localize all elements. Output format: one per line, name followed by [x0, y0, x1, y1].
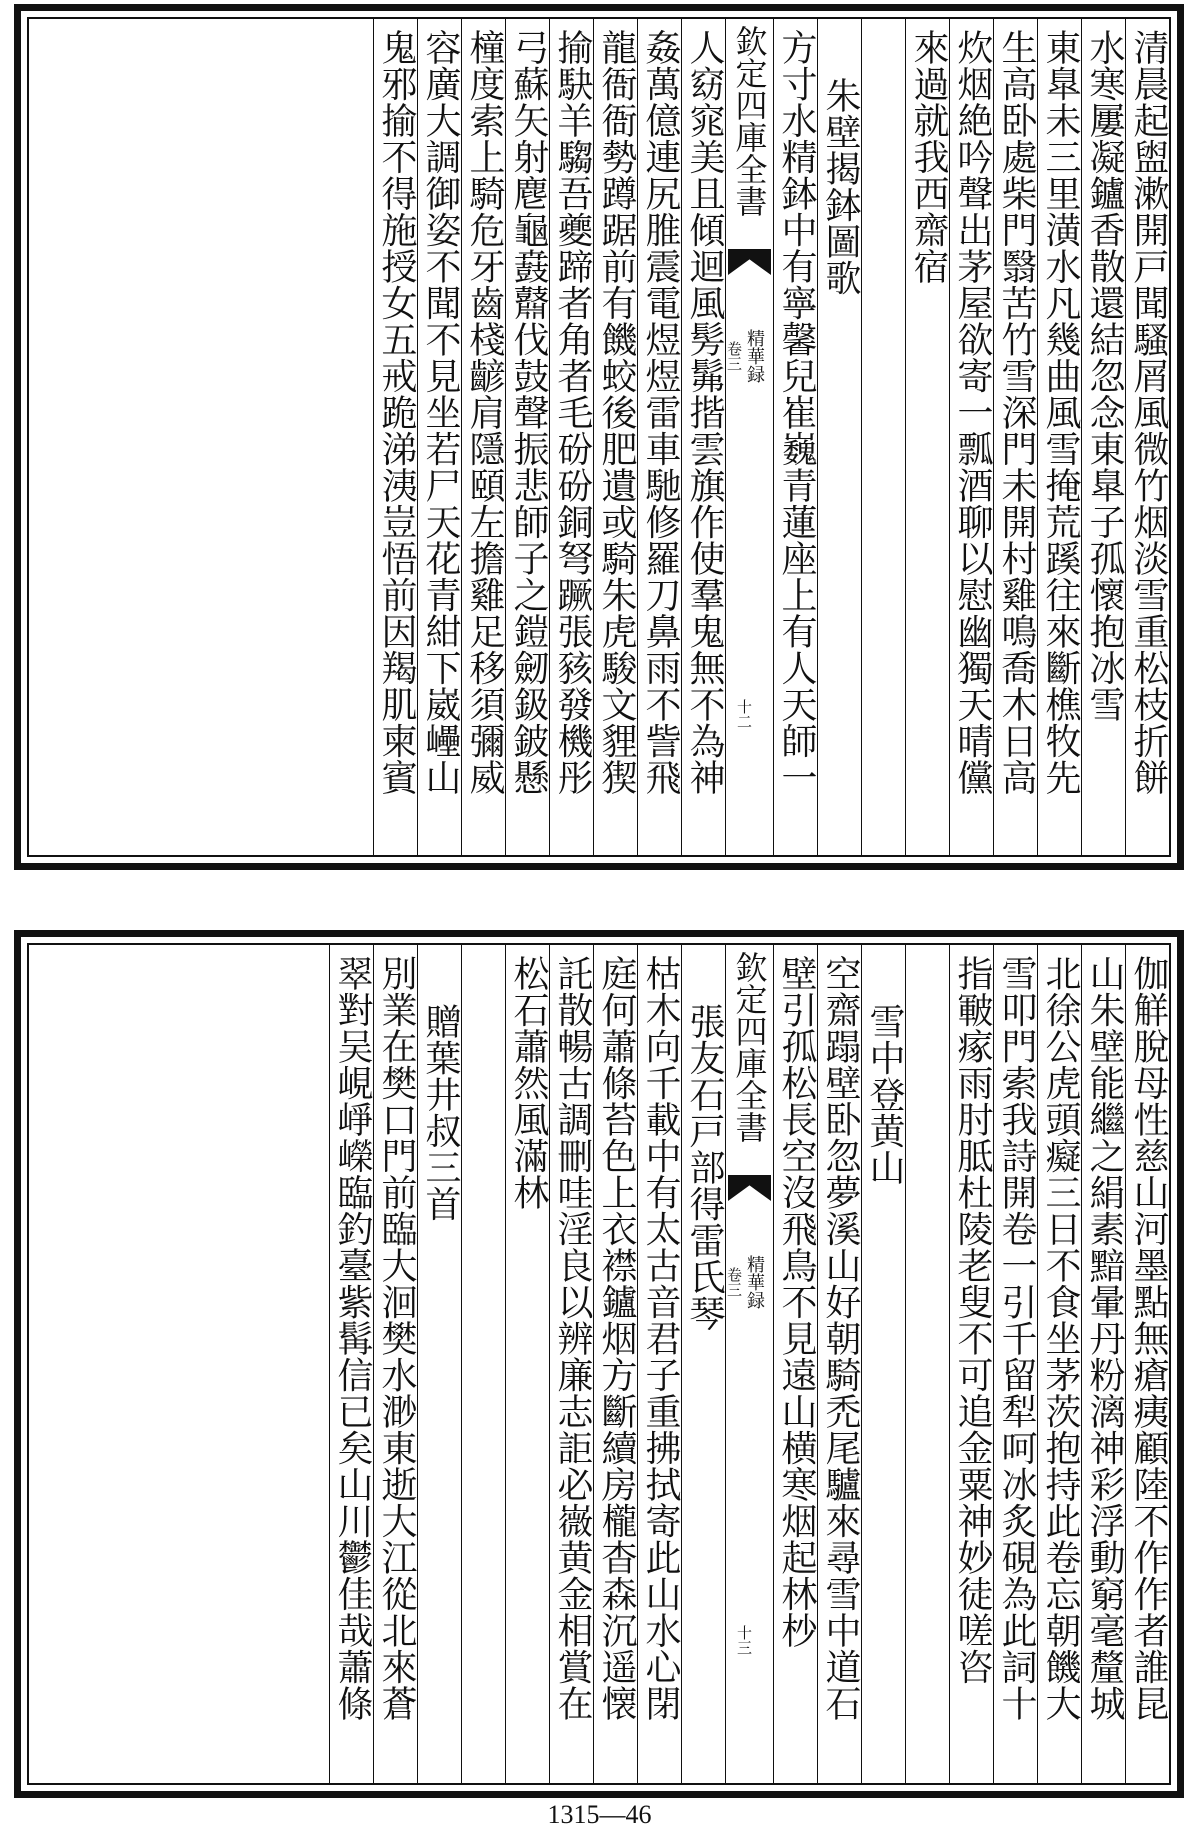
text-column	[1037, 19, 1081, 855]
volume-label: 卷三	[725, 1267, 743, 1297]
bottom-page-frame	[27, 943, 1171, 1785]
column-text: 來過就我西齋宿	[908, 29, 949, 285]
column-text: 松石蕭然風滿林	[508, 955, 549, 1211]
volume-label: 卷三	[725, 341, 743, 371]
text-column	[329, 945, 373, 1783]
text-column	[773, 19, 817, 855]
blank-column	[861, 19, 905, 855]
fish-tail-mark	[728, 1175, 771, 1201]
column-text: 龍衙衙勢蹲踞前有饑蛟後肥遺或騎朱虎駿文貍猰	[596, 29, 637, 796]
top-page	[14, 4, 1184, 870]
text-column	[373, 945, 417, 1783]
text-column	[461, 19, 505, 855]
text-column	[949, 945, 993, 1783]
column-text: 姦萬億連尻脽震電煜煜雷車馳修羅刀鼻雨不訾飛	[640, 29, 681, 796]
page-number: 十三	[735, 1625, 753, 1655]
text-column	[593, 945, 637, 1783]
text-column	[505, 19, 549, 855]
column-text: 水寒屢凝鑪香散還結忽念東臯子孤懷抱冰雪	[1084, 29, 1125, 723]
text-column	[993, 945, 1037, 1783]
poem-title: 贈葉井叔三首	[420, 1003, 461, 1222]
text-column	[1081, 19, 1125, 855]
page-number: 十二	[735, 699, 753, 729]
column-text: 橦度索上騎危牙齒棧齴肩隱頤左擔雞足移須彌威	[464, 29, 505, 796]
blank-column	[461, 945, 505, 1783]
text-column	[1125, 945, 1169, 1783]
column-text: 空齋蹋壁卧忽夢溪山好朝騎禿尾驢來尋雪中道石	[820, 955, 861, 1722]
text-column	[773, 945, 817, 1783]
text-column	[417, 19, 461, 855]
poem-title-column	[861, 945, 905, 1783]
page-footer-number: 1315—46	[547, 1800, 652, 1829]
column-text: 揄駃羊騶吾夔蹄者角者毛砏砏銅弩蹶張豥發機彤	[552, 29, 593, 796]
text-column	[549, 19, 593, 855]
text-column	[681, 19, 725, 855]
center-fold-column	[725, 19, 773, 855]
text-column	[905, 19, 949, 855]
poem-title-column	[817, 19, 861, 855]
text-column	[1125, 19, 1169, 855]
text-column	[949, 19, 993, 855]
column-text: 東臯未三里潢水凡幾曲風雪掩荒蹊往來斷樵牧先	[1040, 29, 1081, 796]
column-text: 指皸瘃雨肘胝杜陵老叟不可追金粟神妙徒嗟咨	[952, 955, 993, 1685]
column-text: 清晨起盥漱開戸聞騷屑風微竹烟淡雪重松枝折餅	[1128, 29, 1169, 796]
poem-title-column	[417, 945, 461, 1783]
book-title: 欽定四庫全書	[730, 25, 769, 217]
text-column	[1037, 945, 1081, 1783]
column-text: 枯木向千載中有太古音君子重拂拭寄此山水心閉	[640, 955, 681, 1722]
column-text: 翠對吴峴崢嶸臨釣臺紫髯信已矣山川鬱佳哉蕭條	[332, 955, 373, 1722]
column-text: 人窈窕美且傾迴風髣髴揩雲旗作使羣鬼無不為神	[684, 29, 725, 796]
column-text: 庭何蕭條苔色上衣襟鑪烟方斷續房櫳杳森沉遥懐	[596, 955, 637, 1722]
center-fold-column	[725, 945, 773, 1783]
fish-tail-mark	[728, 249, 771, 275]
column-text: 容廣大調御姿不聞不見坐若尸天花青紺下崴㠥山	[420, 29, 461, 796]
text-column	[549, 945, 593, 1783]
work-title: 精華録	[744, 329, 765, 383]
column-text: 雪叩門索我詩開卷一引千留犁呵冰炙硯為此詞十	[996, 955, 1037, 1722]
column-text: 鬼邪揄不得施授女五戒跪涕洟豈悟前因羯肌柬賓	[376, 29, 417, 796]
top-page-frame	[27, 17, 1171, 857]
text-column	[505, 945, 549, 1783]
bottom-page	[14, 930, 1184, 1798]
column-text: 弓蘇矢射麀龜鼖鼘伐鼓聲振悲師子之鎧劒鈒鈹懸	[508, 29, 549, 796]
poem-title: 張友石戸部得雷氏琴	[684, 1003, 725, 1332]
column-text: 方寸水精鉢中有寧馨兒崔巍青蓮座上有人天師一	[776, 29, 817, 796]
column-text: 託散暢古調刪哇淫良以辨廉志詎必嶶黄金相賞在	[552, 955, 593, 1722]
column-text: 別業在樊口門前臨大洄樊水渺東逝大江從北來蒼	[376, 955, 417, 1722]
text-column	[993, 19, 1037, 855]
text-column	[373, 19, 417, 855]
book-title: 欽定四庫全書	[730, 951, 769, 1143]
column-text: 生高卧處柴門翳苦竹雪深門未開村雞鳴喬木日高	[996, 29, 1037, 796]
column-text: 北徐公虎頭癡三日不食坐茅茨抱持此卷忘朝饑大	[1040, 955, 1081, 1722]
work-title: 精華録	[744, 1255, 765, 1309]
text-column	[593, 19, 637, 855]
column-text: 炊烟絶吟聲出茅屋欲寄一瓢酒聊以慰幽獨天晴儻	[952, 29, 993, 796]
column-text: 山朱壁能繼之絹素黯暈丹粉漓神彩浮動窮毫釐城	[1084, 955, 1125, 1722]
text-column	[637, 945, 681, 1783]
poem-title: 朱壁揭鉢圖歌	[820, 77, 861, 296]
text-column	[1081, 945, 1125, 1783]
text-column	[817, 945, 861, 1783]
text-column	[637, 19, 681, 855]
blank-column	[905, 945, 949, 1783]
column-text: 伽觧脫母性慈山河墨點無瘡痍顧陸不作作者誰昆	[1128, 955, 1169, 1722]
poem-title: 雪中登黄山	[864, 1003, 905, 1186]
column-text: 壁引孤松長空沒飛鳥不見遠山横寒烟起林杪	[776, 955, 817, 1649]
poem-title-column	[681, 945, 725, 1783]
